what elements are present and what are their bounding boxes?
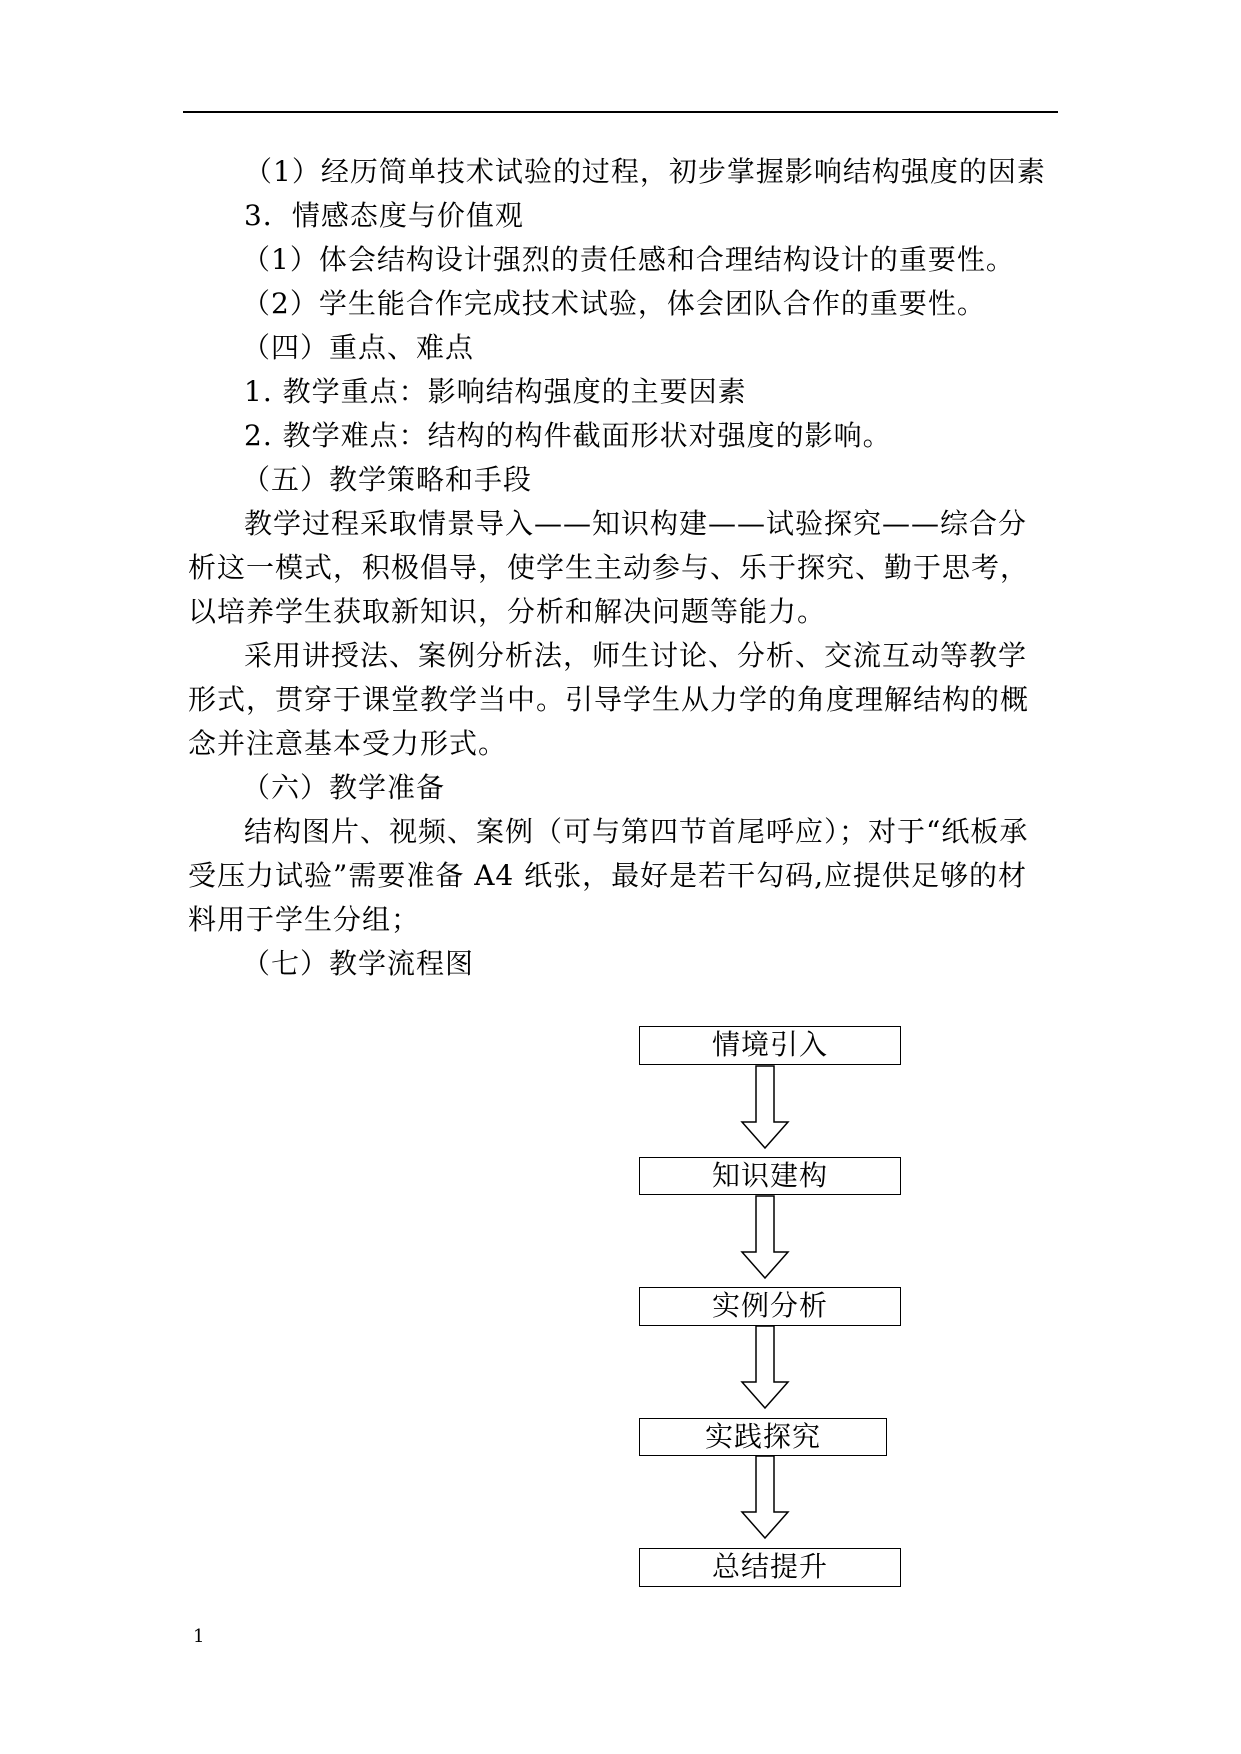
heading-key-points: （四）重点、难点 [242, 331, 475, 364]
paragraph-strategy-1: 教学过程采取情景导入——知识构建——试验探究——综合分析这一模式，积极倡导，使学生主动参与、乐于探究、勤于思考，以培养学生获取新知识，分析和解决问题等能力。 [188, 507, 1030, 628]
paragraph-emotion-2: （2）学生能合作完成技术试验，体会团队合作的重要性。 [242, 287, 986, 320]
flow-arrow-3 [742, 1326, 788, 1408]
paragraph-objective-1: （1）经历简单技术试验的过程，初步掌握影响结构强度的因素 [244, 155, 1046, 188]
flow-step-label: 情境引入 [711, 1028, 828, 1061]
paragraph-key-point: 1. 教学重点：影响结构强度的主要因素 [244, 375, 747, 408]
flow-step-knowledge-building [639, 1157, 901, 1195]
flow-arrow-1 [742, 1066, 788, 1148]
flow-arrow-4 [742, 1456, 788, 1538]
flow-arrow-2 [742, 1196, 788, 1278]
heading-emotion-values: 3．情感态度与价值观 [244, 199, 524, 232]
page-number: 1 [193, 1626, 205, 1647]
flow-step-case-analysis [639, 1287, 901, 1326]
flow-step-label: 实例分析 [711, 1289, 828, 1322]
flow-step-label: 总结提升 [711, 1550, 828, 1583]
paragraph-preparation: 结构图片、视频、案例（可与第四节首尾呼应）；对于“纸板承受压力试验”需要准备 A4 纸张，最好是若干勾码,应提供足够的材料用于学生分组； [188, 815, 1029, 936]
paragraph-difficult-point: 2. 教学难点：结构的构件截面形状对强度的影响。 [244, 419, 892, 452]
flow-step-situation-intro [639, 1026, 901, 1065]
paragraph-strategy-2: 采用讲授法、案例分析法，师生讨论、分析、交流互动等教学形式，贯穿于课堂教学当中。引导学生从力学的角度理解结构的概念并注意基本受力形式。 [188, 639, 1030, 760]
heading-strategy: （五）教学策略和手段 [242, 463, 533, 496]
heading-preparation: （六）教学准备 [242, 771, 446, 804]
flow-step-label: 实践探究 [704, 1420, 821, 1453]
flow-step-practice-inquiry [639, 1418, 887, 1456]
heading-flowchart: （七）教学流程图 [242, 947, 475, 980]
flow-step-label: 知识建构 [711, 1159, 828, 1192]
flow-step-summary [639, 1548, 901, 1587]
paragraph-emotion-1: （1）体会结构设计强烈的责任感和合理结构设计的重要性。 [242, 243, 1015, 276]
